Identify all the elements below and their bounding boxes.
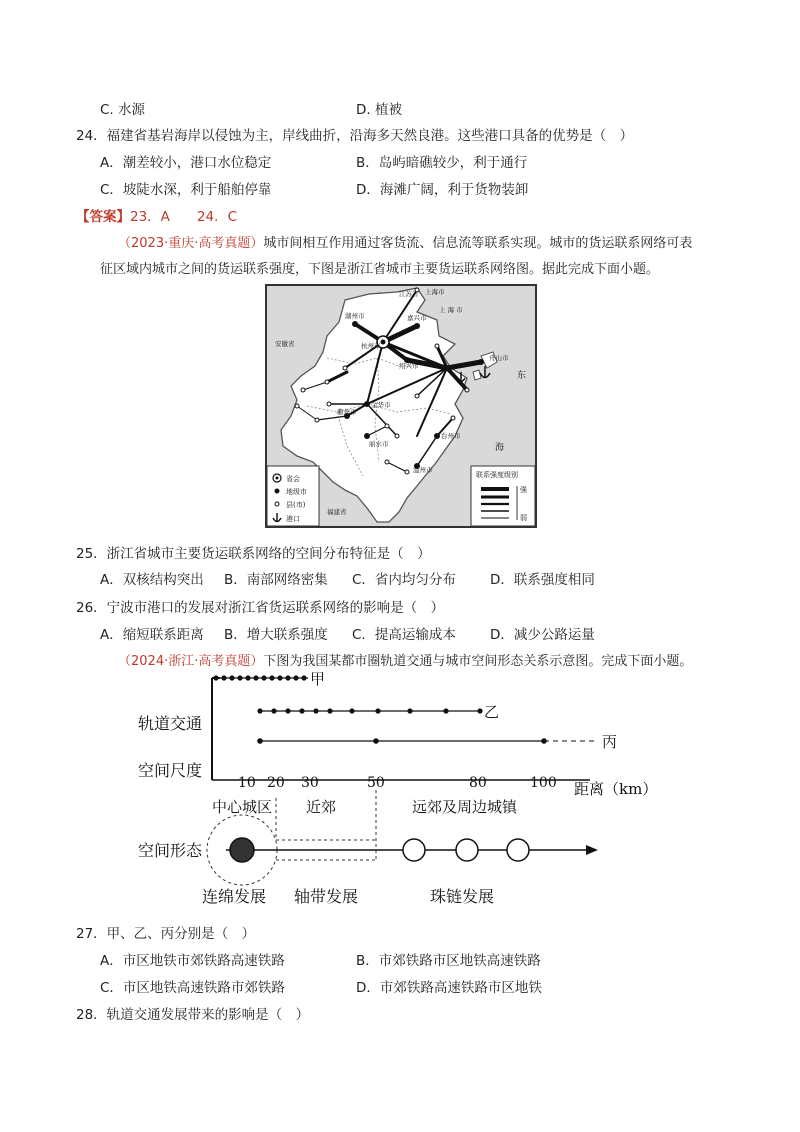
label-line-a: 甲 bbox=[310, 670, 326, 688]
label-jinhua: 金华市 bbox=[371, 401, 391, 409]
port-icon bbox=[480, 366, 490, 378]
q26-option-a: A．缩短联系距离 bbox=[100, 627, 204, 643]
strength-strong: 强 bbox=[520, 486, 527, 494]
symbol-legend bbox=[267, 466, 319, 526]
label-shaoxing: 绍兴市 bbox=[399, 362, 419, 370]
label-lishui: 丽水市 bbox=[369, 440, 389, 448]
zhejiang-freight-map bbox=[265, 284, 537, 528]
label-scale: 空间尺度 bbox=[138, 761, 203, 780]
label-shanghai: 上海市 bbox=[425, 288, 445, 296]
passage2 bbox=[118, 650, 692, 669]
q25-option-b: B．南部网络密集 bbox=[224, 572, 328, 588]
answer-tag: 【答案】 bbox=[76, 209, 130, 225]
satellite-town bbox=[456, 839, 478, 861]
label-taizhou: 台州市 bbox=[441, 432, 461, 440]
q24-option-d: D．海滩广阔，利于货物装卸 bbox=[356, 182, 529, 198]
q26-option-b: B．增大联系强度 bbox=[224, 627, 328, 643]
q26-option-c: C．提高运输成本 bbox=[352, 627, 456, 643]
rail-space-diagram bbox=[130, 670, 670, 910]
q24-option-b: B．岛屿暗礁较少，利于通行 bbox=[356, 155, 528, 171]
q27-option-c: C．市区地铁高速铁路市郊铁路 bbox=[100, 980, 285, 996]
label-sea: 海 bbox=[495, 443, 505, 453]
legend-county: 县(市) bbox=[286, 501, 306, 509]
label-wenzhou: 温州市 bbox=[413, 466, 433, 474]
passage2-text: 下图为我国某都市圈轨道交通与城市空间形态关系示意图。完成下面小题。 bbox=[263, 654, 693, 669]
label-east: 东 bbox=[517, 371, 527, 381]
form-axis-arrow bbox=[586, 845, 598, 855]
q26-stem: 26．宁波市港口的发展对浙江省货运联系网络的影响是（ ） bbox=[76, 600, 445, 616]
answer-line bbox=[76, 205, 237, 225]
label-distance: 距离（km） bbox=[574, 780, 658, 798]
strength-legend-title: 联系强度级别 bbox=[476, 471, 518, 479]
label-quzhou: 衢州市 bbox=[337, 408, 357, 416]
legend-port: 港口 bbox=[286, 515, 300, 523]
q25-stem: 25．浙江省城市主要货运联系网络的空间分布特征是（ ） bbox=[76, 546, 431, 562]
q24-stem: 24．福建省基岩海岸以侵蚀为主，岸线曲折，沿海多天然良港。这些港口具备的优势是（ ） bbox=[76, 128, 634, 144]
rail-diagram-svg bbox=[130, 670, 670, 910]
label-rail: 轨道交通 bbox=[138, 714, 203, 733]
q27-option-b: B．市郊铁路市区地铁高速铁路 bbox=[356, 953, 541, 969]
q25-option-a: A．双核结构突出 bbox=[100, 572, 204, 588]
label-line-b: 乙 bbox=[484, 703, 500, 721]
label-zhoushan: 舟山市 bbox=[489, 354, 509, 362]
island-small bbox=[473, 370, 481, 380]
q27-stem: 27．甲、乙、丙分别是（ ） bbox=[76, 926, 256, 942]
tick-20: 20 bbox=[267, 775, 285, 791]
dev-contiguous: 连绵发展 bbox=[202, 887, 267, 906]
passage1-text1: 城市间相互作用通过客货流、信息流等联系实现。城市的货运联系网络可表 bbox=[263, 236, 693, 251]
tick-50: 50 bbox=[367, 775, 385, 791]
passage1-line2: 征区域内城市之间的货运联系强度，下图是浙江省城市主要货运联系网络图。据此完成下面小题。 bbox=[100, 262, 660, 277]
strength-weak: 弱 bbox=[520, 514, 527, 522]
legend-prefecture: 地级市 bbox=[286, 488, 307, 496]
label-jiangsu: 江苏省 bbox=[399, 290, 419, 298]
answer-text: 23．A 24．C bbox=[130, 209, 238, 225]
q27-option-a: A．市区地铁市郊铁路高速铁路 bbox=[100, 953, 285, 969]
label-anhui: 安徽省 bbox=[275, 340, 295, 348]
q23-option-d: D. 植被 bbox=[356, 102, 402, 118]
zone-suburb: 近郊 bbox=[306, 798, 337, 816]
label-line-c: 丙 bbox=[602, 733, 618, 751]
q23-option-c: C. 水源 bbox=[100, 102, 146, 118]
legend-capital: 省会 bbox=[286, 475, 300, 483]
label-hangzhou: 杭州市 bbox=[361, 342, 381, 350]
q24-option-a: A．潮差较小，港口水位稳定 bbox=[100, 155, 272, 171]
tick-30: 30 bbox=[301, 775, 319, 791]
q28-stem: 28．轨道交通发展带来的影响是（ ） bbox=[76, 1007, 310, 1023]
passage1-line1 bbox=[118, 232, 692, 251]
q24-option-c: C．坡陡水深，利于船舶停靠 bbox=[100, 182, 272, 198]
dev-bead: 珠链发展 bbox=[430, 887, 495, 906]
label-huzhou: 湖州市 bbox=[345, 312, 365, 320]
label-fujian: 福建省 bbox=[327, 508, 347, 516]
q25-option-d: D．联系强度相同 bbox=[490, 572, 595, 588]
q27-option-d: D．市郊铁路高速铁路市区地铁 bbox=[356, 980, 542, 996]
zone-center: 中心城区 bbox=[212, 798, 273, 816]
strength-legend bbox=[471, 466, 535, 526]
label-jiaxing: 嘉兴市 bbox=[407, 314, 427, 322]
passage1-source: （2023·重庆·高考真题） bbox=[118, 236, 264, 251]
map-svg bbox=[267, 286, 535, 526]
tick-80: 80 bbox=[469, 775, 487, 791]
satellite-town bbox=[403, 839, 425, 861]
tick-100: 100 bbox=[530, 775, 557, 791]
zone-outer: 远郊及周边城镇 bbox=[412, 798, 518, 816]
label-form: 空间形态 bbox=[138, 841, 203, 860]
dev-axial: 轴带发展 bbox=[294, 887, 359, 906]
tick-10: 10 bbox=[238, 775, 256, 791]
satellite-town bbox=[507, 839, 529, 861]
q25-option-c: C．省内均匀分布 bbox=[352, 572, 456, 588]
label-shanghai2: 上 海 市 bbox=[439, 306, 463, 314]
q26-option-d: D．减少公路运量 bbox=[490, 627, 595, 643]
core-city bbox=[230, 838, 254, 862]
passage2-source: （2024·浙江·高考真题） bbox=[118, 654, 264, 669]
